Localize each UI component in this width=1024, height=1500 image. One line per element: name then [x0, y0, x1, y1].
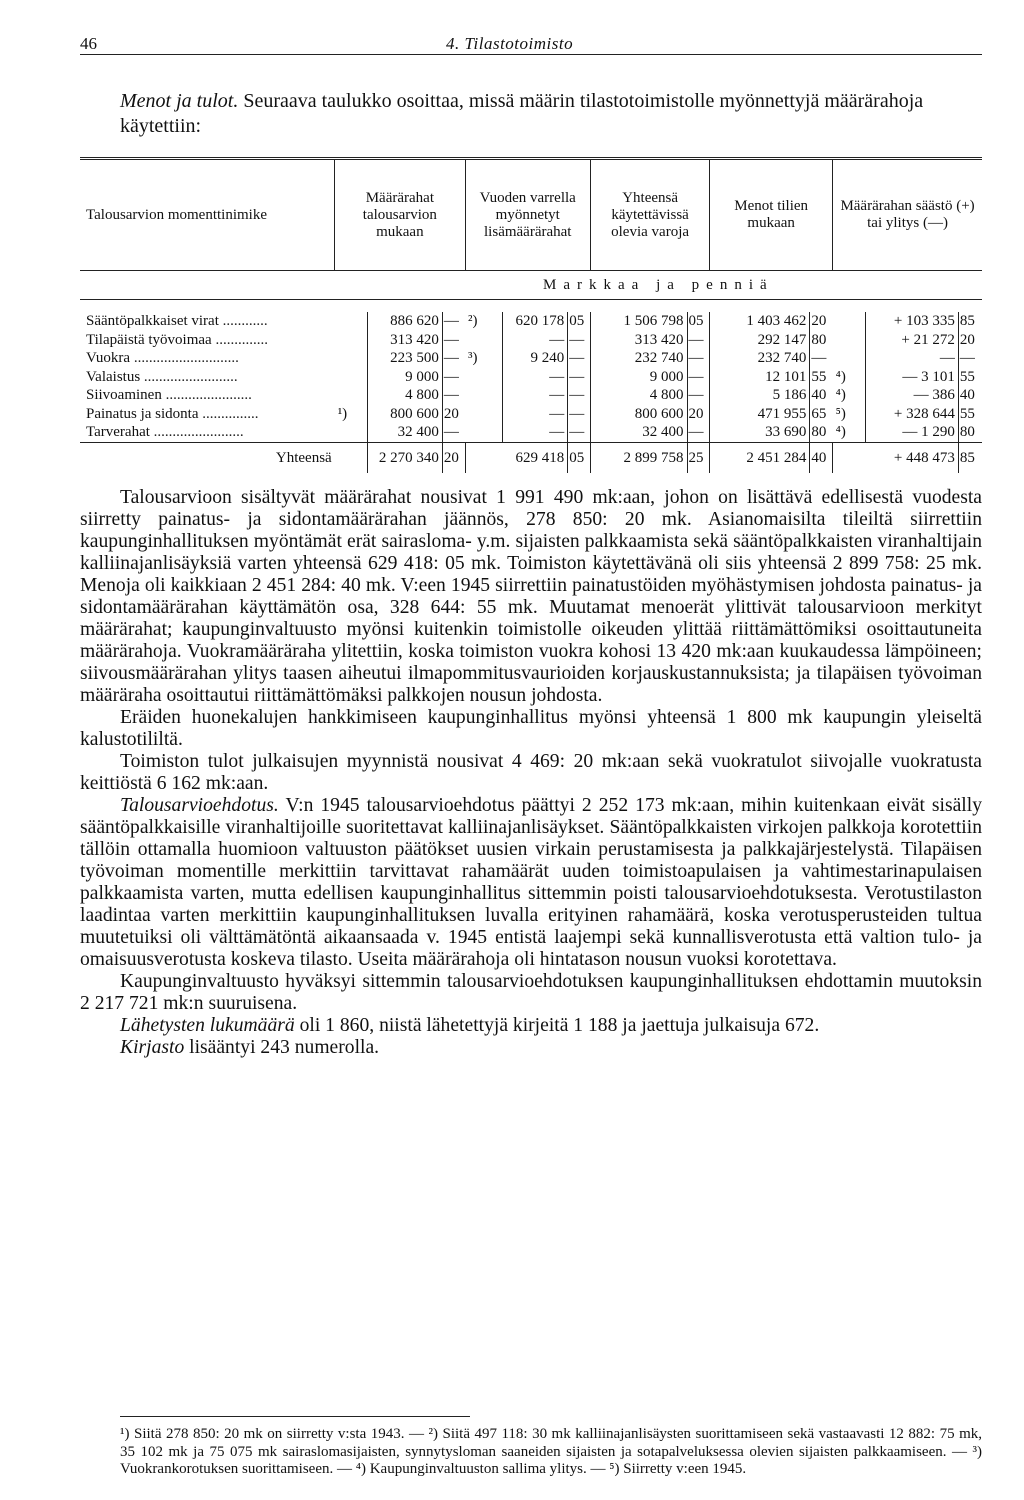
additional-cents: —	[568, 386, 591, 405]
available-value: 313 420	[590, 331, 687, 350]
additional-cents: —	[568, 368, 591, 387]
saving-cents: —	[958, 349, 982, 368]
expenses-cents: 20	[810, 312, 833, 331]
saving-cents: 40	[958, 386, 982, 405]
table-row	[80, 368, 982, 387]
table-row	[80, 312, 982, 331]
budget-value: 9 000	[367, 368, 442, 387]
footnote-mark	[833, 331, 866, 350]
total-saving-cents: 85	[958, 442, 982, 473]
table-row	[80, 386, 982, 405]
budget-cents: —	[442, 349, 465, 368]
expenses-cents: 80	[810, 423, 833, 442]
expenses-value: 232 740	[710, 349, 810, 368]
paragraph: Talousarvioon sisältyvät määrärahat nousivat 1 991 490 mk:aan, johon on lisättävä edellisestä vuodesta siirretty painatus- ja sidontamäärärahan jäännös, 278 850: 20 mk. Asianomaisilta tileiltä siirrettiin kaupunginhallituksen myöntämät erät sairasloma- y.m. sijaisten palkkaamista sekä sääntöpalkkaisten viranhaltijain kalliinajanlisäyksiä varten yhteensä 629 418: 05 mk. Toimiston käytettävänä oli siis yhteensä 2 899 758: 25 mk. Menoja oli kaikkiaan 2 451 284: 40 mk. V:een 1945 siirrettiin painatustöiden myöhästymisen johdosta painatus- ja sidontamäärärahan käyttämätön osa, 328 644: 55 mk. Muutamat menoerät ylittivät talousarvioon merkityt määrärahat; kaupunginvaltuusto myönsi kuitenkin toimistolle oikeuden ylittää riittämättömiksi osoittautuneita määrärahoja. Vuokramääräraha ylitettiin, koska toimiston vuokra kohosi 13 420 mk:aan kuukaudessa lämpöineen; siivousmäärärahan ylitys taasen aiheutui ilmapommitusvaurioiden korjauskustannuksista; ja tilapäisen työvoiman määräraha osoittautui riittämättömäksi palkkojen nousun johdosta.	[80, 486, 982, 706]
expenses-value: 5 186	[710, 386, 810, 405]
footnote-mark	[335, 386, 368, 405]
available-cents: —	[687, 423, 710, 442]
budget-value: 800 600	[367, 405, 442, 424]
expenses-cents: 80	[810, 331, 833, 350]
expenses-cents: 65	[810, 405, 833, 424]
footnote-mark: ⁴)	[835, 424, 846, 440]
budget-cents: 20	[442, 405, 465, 424]
saving-value: + 103 335	[865, 312, 958, 331]
available-cents: —	[687, 349, 710, 368]
footnote-mark	[335, 368, 368, 387]
saving-value: — 1 290	[865, 423, 958, 442]
library-lead: Kirjasto	[120, 1036, 185, 1058]
running-header	[80, 30, 982, 55]
budget-value: 886 620	[367, 312, 442, 331]
footnote-mark: ⁴)	[835, 368, 846, 385]
table-row	[80, 405, 982, 424]
paragraph: Kaupunginvaltuusto hyväksyi sittemmin talousarvioehdotuksen kaupunginhallituksen ehdottamin muutoksin 2 217 721 mk:n suuruisena.	[80, 970, 982, 1014]
expenses-value: 12 101	[710, 368, 810, 387]
table-row	[80, 423, 982, 442]
table-row	[80, 349, 982, 368]
budget-cents: —	[442, 312, 465, 331]
row-label: Siivoaminen .......................	[86, 387, 252, 403]
footnote-mark	[465, 423, 503, 442]
row-label: Sääntöpalkkaiset virat ............	[86, 313, 268, 329]
footnote-mark	[833, 312, 866, 331]
available-value: 232 740	[590, 349, 687, 368]
budget-value: 223 500	[367, 349, 442, 368]
available-cents: —	[687, 386, 710, 405]
footnote-mark: ¹)	[337, 405, 348, 422]
dot-leader: ........................	[149, 424, 244, 440]
footnote-mark: ²)	[468, 313, 478, 329]
intro-paragraph	[80, 89, 982, 139]
available-cents: 05	[687, 312, 710, 331]
saving-value: —	[865, 349, 958, 368]
expenses-cents: —	[810, 349, 833, 368]
budget-cents: —	[442, 386, 465, 405]
available-value: 800 600	[590, 405, 687, 424]
unit-row	[80, 271, 982, 300]
total-label: Yhteensä	[80, 442, 335, 473]
col-header-additional: Vuoden varrella myönnetyt lisämäärärahat	[465, 159, 590, 271]
available-cents: 20	[687, 405, 710, 424]
col-header-expenses: Menot tilien mukaan	[710, 159, 833, 271]
paragraph	[80, 795, 982, 971]
paragraph: Toimiston tulot julkaisujen myynnistä nousivat 4 469: 20 mk:aan sekä vuokratulot siivojalle vuokratusta keittiöstä 6 162 mk:aan.	[80, 750, 982, 794]
saving-value: — 386	[865, 386, 958, 405]
expenses-cents: 55	[810, 368, 833, 387]
section-lead: Menot ja tulot.	[120, 90, 239, 112]
row-label: Valaistus .........................	[86, 368, 238, 385]
expenses-value: 33 690	[710, 423, 810, 442]
available-value: 32 400	[590, 423, 687, 442]
library-text: lisääntyi 243 numerolla.	[184, 1036, 380, 1058]
budget-lead: Talousarvioehdotus.	[120, 794, 279, 816]
dot-leader: ............................	[130, 350, 239, 366]
total-expenses-cents: 40	[810, 442, 833, 473]
row-label: Painatus ja sidonta ...............	[86, 405, 259, 422]
additional-value: —	[503, 386, 568, 405]
row-label: Vuokra ............................	[86, 350, 239, 366]
saving-cents: 85	[958, 312, 982, 331]
budget-value: 313 420	[367, 331, 442, 350]
additional-value: 9 240	[503, 349, 568, 368]
expenses-value: 292 147	[710, 331, 810, 350]
available-value: 9 000	[590, 368, 687, 387]
footnotes	[80, 1426, 982, 1479]
paragraph: Eräiden huonekalujen hankkimiseen kaupunginhallitus myönsi yhteensä 1 800 mk kaupungin yleiseltä kalustotililtä.	[80, 706, 982, 750]
saving-cents: 55	[958, 368, 982, 387]
available-value: 1 506 798	[590, 312, 687, 331]
budget-cents: —	[442, 368, 465, 387]
total-expenses: 2 451 284	[710, 442, 810, 473]
budget-text: V:n 1945 talousarvioehdotus päättyi 2 252 173 mk:aan, mihin kuitenkaan eivät sisälly sääntöpalkkaisille viranhaltijoille suoritettavat kalliinajanlisäykset. Sääntöpalkkaisten virkojen palkkoja korotettiin tällöin ottamalla huomioon valtuuston päätökset uusien virkain perustamisesta ja palkkajärjestelystä. Tilapäisen työvoiman momentille merkittiin tarvittavat rahamäärät uuden toimistoapulaisen ja vahtimestarinapulaisen palkkaamista varten, mutta edellisen kaupunginhallitus sittemmin poisti talousarvioehdotuksesta. Verotustilaston laadintaa varten merkittiin kaupunginhallituksen luvalla erityinen rahamäärä, koska verotusperusteiden tultua muutetuiksi oli välttämätöntä aikaansaada v. 1945 entistä laajempi sekä kunnallisverotusta että valtion tulo- ja omaisuusverotusta koskeva tilasto. Useita määrärahoja oli hintatason nousun vuoksi korotettava.	[80, 794, 982, 970]
col-header-available: Yhteensä käytettävissä olevia varoja	[590, 159, 709, 271]
footnote-mark	[335, 331, 368, 350]
additional-cents: —	[568, 405, 591, 424]
budget-cents: —	[442, 423, 465, 442]
table-row	[80, 331, 982, 350]
budget-value: 32 400	[367, 423, 442, 442]
dot-leader: ...............	[198, 405, 259, 422]
saving-cents: 20	[958, 331, 982, 350]
saving-value: + 21 272	[865, 331, 958, 350]
total-available: 2 899 758	[590, 442, 687, 473]
col-header-budget: Määrärahat talousarvion mukaan	[335, 159, 465, 271]
saving-cents: 80	[958, 423, 982, 442]
additional-cents: 05	[568, 312, 591, 331]
body-text	[80, 487, 982, 1059]
expense-table	[80, 157, 982, 473]
footnote-mark	[335, 312, 368, 331]
saving-cents: 55	[958, 405, 982, 424]
budget-cents: —	[442, 331, 465, 350]
total-row	[80, 442, 982, 473]
row-label: Tarverahat ........................	[86, 424, 244, 440]
total-available-cents: 25	[687, 442, 710, 473]
table-body	[80, 312, 982, 442]
intro-text: Seuraava taulukko osoittaa, missä määrin tilastotoimistolle myönnettyjä määrärahoja käytettiin:	[120, 90, 924, 137]
footnote-rule	[120, 1416, 470, 1417]
additional-value: —	[503, 423, 568, 442]
additional-value: 620 178	[503, 312, 568, 331]
dot-leader: .........................	[140, 368, 238, 385]
budget-value: 4 800	[367, 386, 442, 405]
footnote-text: ¹) Siitä 278 850: 20 mk on siirretty v:sta 1943. — ²) Siitä 497 118: 30 mk kalliinajanlisäysten suorittamiseen sekä vastaavasti 12 882: 75 mk, 35 102 mk ja 75 075 mk sairaslomasijaisten, synnytysloman saaneiden sijaisten ja sotapalveluksessa olevien sijaisten palkkaamiseen. — ³) Vuokrankorotuksen suorittamiseen. — ⁴) Kaupunginvaltuuston sallima ylitys. — ⁵) Siirretty v:een 1945.	[120, 1426, 982, 1477]
footnote-mark: ³)	[468, 350, 478, 366]
footnote-mark	[465, 405, 503, 424]
saving-value: + 328 644	[865, 405, 958, 424]
footnote-mark	[465, 331, 503, 350]
total-budget-cents: 20	[442, 442, 465, 473]
dot-leader: ............	[218, 313, 268, 329]
expenses-cents: 40	[810, 386, 833, 405]
total-saving: + 448 473	[833, 442, 959, 473]
available-cents: —	[687, 331, 710, 350]
col-header-item: Talousarvion momenttinimike	[86, 206, 268, 223]
dot-leader: ..............	[211, 331, 268, 348]
additional-cents: —	[568, 349, 591, 368]
document-page	[80, 30, 982, 1477]
row-label: Tilapäistä työvoimaa ..............	[86, 331, 268, 348]
footnote-mark	[465, 368, 503, 387]
expenses-value: 471 955	[710, 405, 810, 424]
additional-value: —	[503, 405, 568, 424]
footnote-mark	[833, 349, 866, 368]
total-additional-cents: 05	[568, 442, 591, 473]
unit-label: Markkaa ja penniä	[335, 271, 982, 300]
additional-value: —	[503, 331, 568, 350]
total-budget: 2 270 340	[367, 442, 442, 473]
available-cents: —	[687, 368, 710, 387]
page-number: 46	[80, 34, 97, 53]
dot-leader: .......................	[161, 387, 252, 403]
total-additional: 629 418	[465, 442, 568, 473]
footnote-mark	[335, 423, 368, 442]
dispatch-lead: Lähetysten lukumäärä	[120, 1014, 295, 1036]
footnote-mark	[335, 349, 368, 368]
running-title: 4. Tilastotoimisto	[446, 34, 574, 53]
expenses-value: 1 403 462	[710, 312, 810, 331]
additional-value: —	[503, 368, 568, 387]
col-header-saving: Määrärahan säästö (+) tai ylitys (—)	[833, 159, 982, 271]
saving-value: — 3 101	[865, 368, 958, 387]
footnote-mark	[465, 386, 503, 405]
additional-cents: —	[568, 331, 591, 350]
paragraph	[80, 1015, 982, 1037]
dispatch-text: oli 1 860, niistä lähetettyjä kirjeitä 1 188 ja jaettuja julkaisuja 672.	[294, 1014, 820, 1036]
additional-cents: —	[568, 423, 591, 442]
paragraph	[80, 1037, 982, 1059]
footnote-mark: ⁴)	[835, 387, 846, 403]
table-header-row	[80, 159, 982, 271]
footnote-mark: ⁵)	[835, 405, 846, 422]
available-value: 4 800	[590, 386, 687, 405]
